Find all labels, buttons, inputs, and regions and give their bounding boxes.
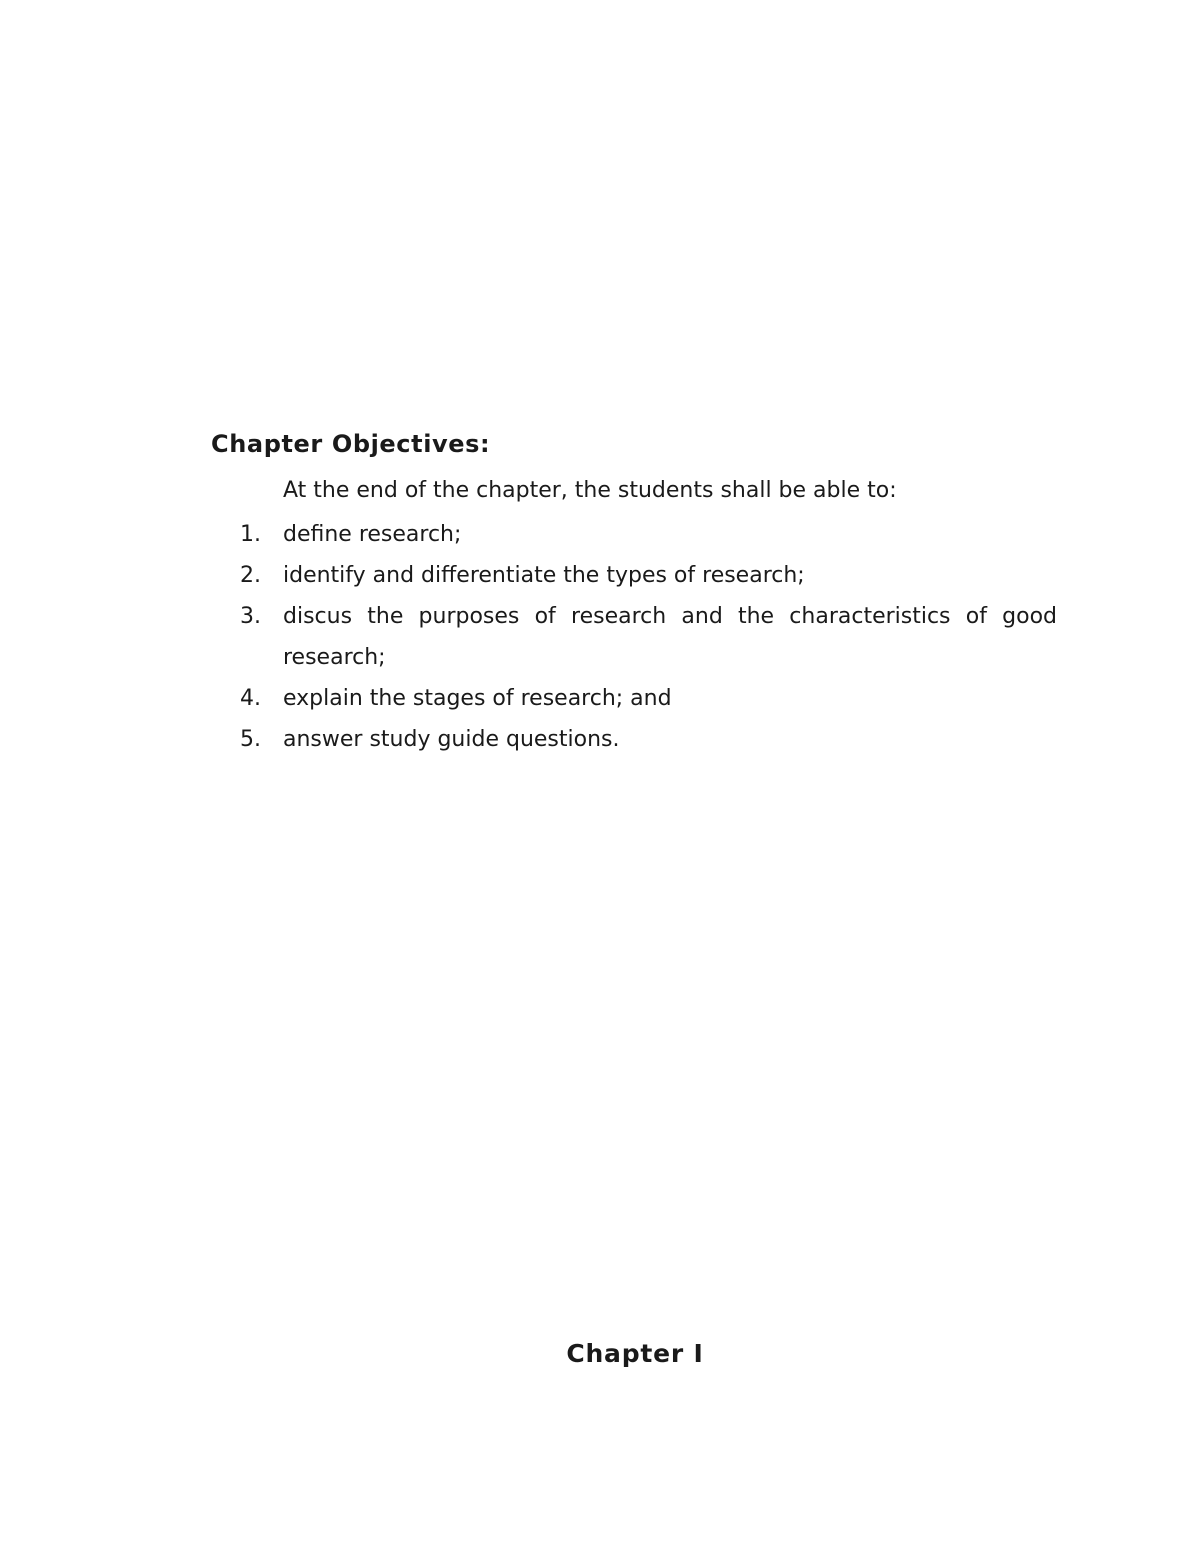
objective-text: answer study guide questions. <box>283 727 620 752</box>
objective-text: discus the purposes of research and the characteristics of good research; <box>283 604 1057 670</box>
objective-text: define research; <box>283 522 462 547</box>
objective-item <box>240 678 1057 719</box>
objective-item <box>240 596 1057 678</box>
objective-item <box>240 719 1057 760</box>
objective-number: 2. <box>240 563 261 588</box>
chapter-title: Chapter I <box>566 1339 704 1368</box>
objective-number: 3. <box>240 604 261 629</box>
objective-number: 4. <box>240 686 261 711</box>
section-heading: Chapter Objectives: <box>211 430 491 458</box>
objectives-list <box>240 514 1057 760</box>
objective-number: 1. <box>240 522 261 547</box>
objective-text: identify and differentiate the types of research; <box>283 563 805 588</box>
objective-item <box>240 555 1057 596</box>
objective-text: explain the stages of research; and <box>283 686 672 711</box>
objective-item <box>240 514 1057 555</box>
objectives-intro: At the end of the chapter, the students shall be able to: <box>283 478 897 503</box>
objective-number: 5. <box>240 727 261 752</box>
